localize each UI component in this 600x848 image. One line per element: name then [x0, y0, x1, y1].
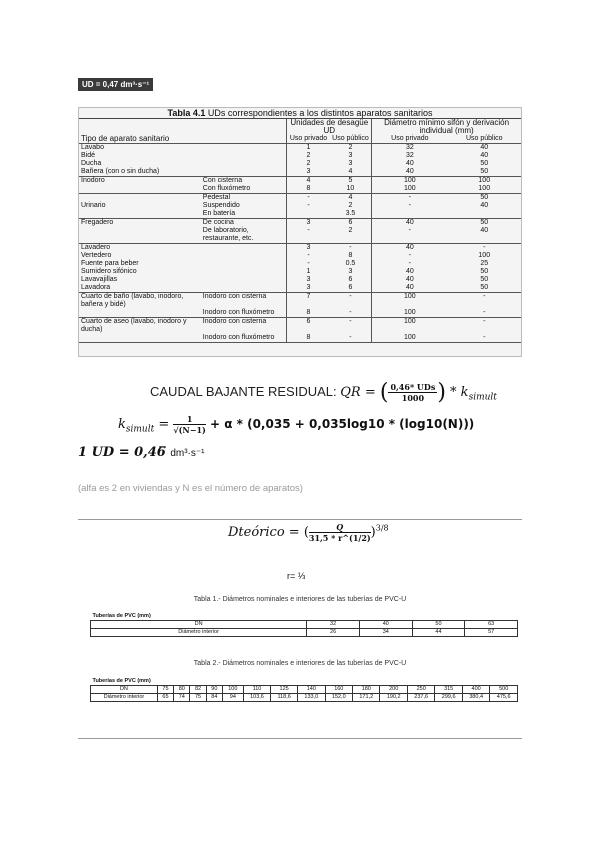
table-row [79, 152, 521, 160]
table-cell: Pedestal [201, 194, 287, 203]
table-cell: 7 [306, 293, 311, 300]
table-cell: 75 [190, 694, 206, 702]
table-cell [201, 168, 287, 177]
table-cell: - [330, 334, 372, 343]
tabla-2-dn-row [91, 686, 518, 694]
table-cell: 8 [287, 185, 330, 194]
header-ud-publico: Uso público [330, 135, 372, 144]
table-row [79, 318, 521, 335]
table-cell: 2 [306, 152, 311, 159]
table-cell: Suspendido [201, 202, 287, 210]
table-cell: 475,6 [490, 694, 518, 702]
table-cell [79, 334, 201, 343]
table-row [79, 202, 521, 210]
table-cell: Cuarto de aseo (lavabo, inodoro y ducha) [81, 318, 187, 333]
table-cell: 94 [222, 694, 243, 702]
table-cell: 40 [359, 621, 412, 629]
header-diam-privado: Uso privado [372, 135, 448, 144]
table-cell: - [483, 244, 486, 251]
table-cell: 100 [448, 185, 521, 194]
table-cell: 8 [287, 309, 330, 318]
table-cell: 110 [243, 686, 270, 694]
table-cell: 118,6 [271, 694, 298, 702]
table-cell: 6 [330, 219, 372, 228]
table-cell [201, 160, 287, 168]
table-row [79, 244, 521, 253]
table-cell: 84 [206, 694, 222, 702]
table-cell: 50 [448, 284, 521, 293]
table-cell [201, 144, 287, 153]
table-cell: - [307, 260, 310, 267]
ud-badge: UD = 0,47 dm³·s⁻¹ [78, 78, 153, 91]
table-cell: 65 [157, 694, 173, 702]
table-cell: 6 [330, 284, 372, 293]
formula-dteorico [228, 522, 389, 543]
table-cell [79, 194, 201, 203]
dn-label: DN [91, 686, 158, 694]
table-cell: 5 [330, 177, 372, 186]
formula-tail: * k [445, 385, 469, 400]
table-cell: 32 [307, 621, 360, 629]
table-row [79, 210, 521, 219]
table-row [79, 260, 521, 268]
table-cell: 40 [405, 219, 414, 226]
table-cell: Cuarto de baño (lavabo, inodoro, bañera y bidé) [81, 293, 184, 308]
tabla-1-header: Tuberías de PVC (mm) [91, 613, 518, 621]
table-row [79, 268, 521, 276]
di-label: Diámetro interior [91, 694, 158, 702]
table-row [79, 252, 521, 260]
table-cell [79, 185, 201, 194]
table-cell: 2 [306, 160, 311, 167]
table-row [79, 177, 521, 186]
table-cell: 100 [372, 185, 448, 194]
tabla-1-caption: Tabla 1.- Diámetros nominales e interiores de las tuberías de PVC-U [193, 596, 407, 603]
k-denominator: √(N−1) [173, 425, 206, 435]
dteo-numerator: Q [309, 522, 371, 533]
table-row [79, 168, 521, 177]
table-cell: 3 [287, 284, 330, 293]
paren-close: ) [437, 380, 446, 405]
table-row [79, 144, 521, 153]
table-row [79, 160, 521, 168]
table-cell: 6 [306, 318, 311, 325]
table-cell: 237,6 [407, 694, 434, 702]
table-row [79, 309, 521, 318]
table-cell: 32 [405, 152, 414, 159]
table-cell: 50 [480, 219, 489, 226]
table-cell: - [330, 293, 372, 310]
divider-bottom [78, 738, 522, 739]
dteo-denominator: 31,5 * r^(1/2) [308, 533, 371, 543]
table-cell: - [287, 227, 330, 244]
table-cell: 103,6 [243, 694, 270, 702]
table-cell: Inodoro con cisterna [201, 293, 287, 310]
table-cell: 80 [174, 686, 190, 694]
k-sub: simult [125, 424, 155, 435]
table-cell: Bañera (con o sin ducha) [79, 168, 201, 177]
tabla-1 [90, 613, 518, 637]
table-cell: - [483, 318, 486, 325]
table-cell: Vertedero [81, 252, 112, 259]
di-label: Diámetro interior [91, 629, 307, 637]
table-cell: Lavadora [79, 284, 201, 293]
table-cell: 3 [330, 268, 372, 276]
table-cell: 44 [412, 629, 465, 637]
table-cell: Inodoro con cisterna [201, 318, 287, 335]
table-cell: 82 [190, 686, 206, 694]
table-row [79, 185, 521, 194]
table-cell: - [448, 309, 521, 318]
table-row [79, 293, 521, 310]
table-cell: - [372, 227, 448, 244]
table-cell: Sumidero sifónico [81, 268, 137, 275]
table-cell [201, 152, 287, 160]
table-cell: 50 [480, 160, 489, 167]
table-cell: 2 [330, 144, 372, 153]
table-cell: 50 [480, 194, 489, 201]
table-cell: 40 [405, 160, 414, 167]
table-cell: - [448, 334, 521, 343]
tabla-2-header: Tuberías de PVC (mm) [91, 678, 518, 686]
table-cell: 2 [330, 227, 372, 244]
table-cell: Fuente para beber [81, 260, 139, 267]
k-symbol: k [118, 417, 126, 432]
table-cell: 125 [271, 686, 298, 694]
alfa-note: (alfa es 2 en viviendas y N es el número de aparatos) [78, 483, 303, 494]
table-cell: 133,0 [298, 694, 325, 702]
table-cell: 74 [174, 694, 190, 702]
table-cell [79, 309, 201, 318]
header-ud-privado: Uso privado [287, 135, 330, 144]
table-cell: 3 [330, 152, 372, 160]
table-cell: 180 [353, 686, 380, 694]
table-cell: - [330, 318, 372, 335]
table-cell: 100 [222, 686, 243, 694]
table-cell: 171,2 [353, 694, 380, 702]
table-cell: 200 [380, 686, 407, 694]
table-cell: Lavadero [81, 244, 111, 251]
table-cell: 50 [412, 621, 465, 629]
dteo-exponent: 3/8 [375, 523, 389, 533]
table-cell [201, 276, 287, 284]
tabla-2-di-row [91, 694, 518, 702]
table-cell: 140 [298, 686, 325, 694]
table-cell: 63 [465, 621, 518, 629]
table-cell: - [307, 252, 310, 259]
table-cell: - [330, 244, 372, 253]
k-numerator: 1 [173, 414, 205, 425]
table-cell: 4 [306, 177, 311, 184]
table-cell: 100 [372, 334, 448, 343]
r-value: r= ⅓ [287, 571, 306, 581]
table-cell: 40 [405, 276, 414, 283]
table-cell [201, 260, 287, 268]
table-cell: Bidé [81, 152, 96, 159]
tabla-2 [90, 678, 518, 702]
table-cell: 40 [372, 284, 448, 293]
table-row [79, 194, 521, 203]
dteo-eq: = ( [284, 525, 309, 540]
table-cell: 50 [448, 168, 521, 177]
table-cell: 2 [330, 202, 372, 210]
fraction-denominator: 1000 [401, 393, 425, 403]
table-cell: 3 [306, 219, 311, 226]
header-diametro: Diámetro mínimo sifón y derivación individual (mm) [384, 118, 510, 135]
table-cell: 100 [372, 309, 448, 318]
table-cell: 90 [206, 686, 222, 694]
table-cell: 40 [405, 268, 414, 275]
table-cell: - [307, 194, 310, 201]
header-diam-publico: Uso público [448, 135, 521, 144]
table-cell: 4 [330, 168, 372, 177]
table-cell: Urinario [81, 202, 106, 209]
table-cell: 315 [435, 686, 462, 694]
table-cell: 160 [325, 686, 352, 694]
table-cell: 299,6 [435, 694, 462, 702]
table-cell: - [483, 293, 486, 300]
table-cell: - [408, 252, 412, 259]
table-cell: Lavavajillas [81, 276, 118, 283]
table-cell: 1 [306, 144, 311, 151]
table-cell: 190,2 [380, 694, 407, 702]
table-row [79, 227, 521, 244]
table-cell [201, 252, 287, 260]
dteo-close: ) [370, 525, 376, 540]
dteo-fraction [309, 522, 371, 543]
table-cell: 152,0 [325, 694, 352, 702]
table-cell [372, 210, 448, 219]
table-cell: Con cisterna [201, 177, 287, 186]
table-row [79, 334, 521, 343]
table-cell: 40 [480, 144, 489, 151]
table-cell: 34 [359, 629, 412, 637]
fraction-numerator: 0,46* UDs [390, 382, 436, 392]
table-cell: Inodoro con fluxómetro [201, 309, 287, 318]
table-cell: - [408, 260, 412, 267]
table-cell: 40 [372, 168, 448, 177]
paren-open: ( [379, 380, 389, 405]
formula-label: CAUDAL BAJANTE RESIDUAL: [150, 384, 341, 399]
formula-eq: = [360, 385, 380, 400]
table-cell: 3 [287, 168, 330, 177]
formula-sub: simult [468, 392, 497, 403]
table-cell: 100 [404, 293, 416, 300]
caption-rest: UDs correspondientes a los distintos aparatos sanitarios [205, 108, 433, 118]
table-cell: 40 [480, 202, 489, 209]
caption-bold: Tabla 4.1 [167, 108, 206, 118]
table-cell [287, 210, 330, 219]
table-cell: 3.5 [330, 210, 372, 219]
table-cell [448, 210, 521, 219]
table-cell [201, 284, 287, 293]
table-cell: 380,4 [462, 694, 489, 702]
formula-lhs: QR [340, 385, 361, 400]
table-cell: 6 [330, 276, 372, 284]
table-cell: 50 [480, 268, 489, 275]
table-cell [79, 227, 201, 244]
table-cell: 25 [480, 260, 489, 267]
table-cell: 75 [157, 686, 173, 694]
table-cell: Ducha [81, 160, 102, 167]
table-cell: 100 [404, 318, 416, 325]
table-cell: Inodoro [81, 177, 105, 184]
table-row [79, 284, 521, 293]
formula-k-simult [118, 414, 474, 435]
dn-label: DN [91, 621, 307, 629]
tabla-1-di-row [91, 629, 518, 637]
k-rest: + α * (0,035 + 0,035log10 * (log10(N))) [205, 417, 475, 431]
table-cell: 50 [480, 276, 489, 283]
table-cell: 3 [306, 244, 311, 251]
table-row [79, 219, 521, 228]
table-cell: Lavabo [81, 144, 104, 151]
table-cell: 40 [405, 244, 414, 251]
table-cell: 8 [287, 334, 330, 343]
table-cell: 8 [330, 252, 372, 260]
table-4-1-body [79, 144, 521, 343]
tabla-1-dn-row [91, 621, 518, 629]
table-cell: - [408, 202, 412, 209]
table-cell: 3 [306, 276, 311, 283]
table-cell: 400 [462, 686, 489, 694]
table-cell: - [408, 194, 412, 201]
formula-caudal-bajante [150, 380, 497, 405]
table-cell: 3 [330, 160, 372, 168]
table-cell: 32 [405, 144, 414, 151]
divider-top [78, 519, 522, 520]
table-cell: - [307, 202, 310, 209]
table-cell: 57 [465, 629, 518, 637]
formula-ud [78, 445, 205, 460]
table-4-1 [78, 107, 522, 357]
table-cell: De laboratorio, restaurante, etc. [201, 227, 287, 244]
k-eq: = [154, 417, 174, 432]
ud-lhs: 1 UD = 0,46̅ [78, 445, 171, 460]
table-cell: 500 [490, 686, 518, 694]
table-cell [201, 244, 287, 253]
table-cell: Con fluxómetro [201, 185, 287, 194]
table-cell: - [330, 309, 372, 318]
table-cell [201, 268, 287, 276]
table-cell: 100 [404, 177, 416, 184]
table-cell: Inodoro con fluxómetro [201, 334, 287, 343]
tabla-2-caption: Tabla 2.- Diámetros nominales e interiores de las tuberías de PVC-U [193, 660, 407, 667]
table-cell: 26 [307, 629, 360, 637]
table-4-1-caption [79, 108, 521, 119]
ud-unit: dm³·s⁻¹ [170, 448, 205, 459]
table-cell: 10 [330, 185, 372, 194]
table-cell: De cocina [201, 219, 287, 228]
formula-fraction [388, 382, 437, 403]
header-tipo: Tipo de aparato sanitario [79, 119, 287, 144]
table-cell: 40 [448, 227, 521, 244]
table-cell: 0.5 [330, 260, 372, 268]
header-ud: Unidades de desagüe UD [287, 119, 372, 136]
table-cell: 4 [330, 194, 372, 203]
table-cell: 40 [480, 152, 489, 159]
table-cell: 250 [407, 686, 434, 694]
table-cell: Fregadero [81, 219, 114, 226]
dteo-lhs: Dteórico [228, 525, 285, 540]
k-fraction [173, 414, 205, 435]
table-cell: En batería [201, 210, 287, 219]
table-cell: 100 [478, 252, 491, 259]
table-cell: 1 [306, 268, 311, 275]
table-cell: 100 [478, 177, 491, 184]
table-row [79, 276, 521, 284]
table-cell [79, 210, 201, 219]
